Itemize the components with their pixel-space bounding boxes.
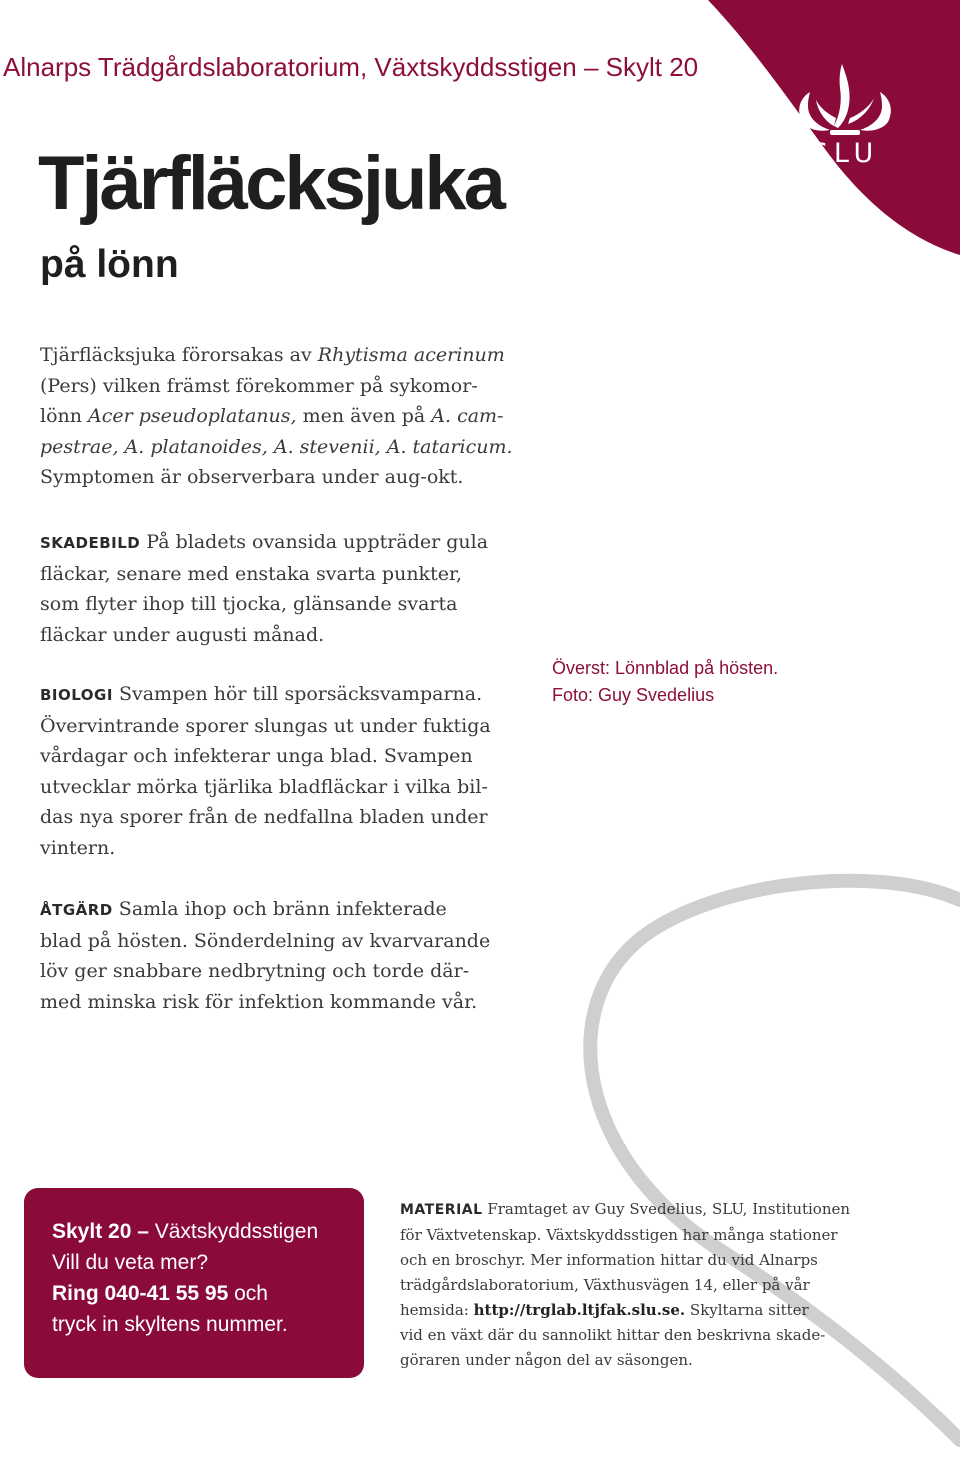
intro-line: Symptomen är observerbara under aug-okt. [40,466,464,488]
phone-number: Ring 040-41 55 95 [52,1282,229,1305]
logo-text: SLU [810,138,880,169]
atgard-paragraph: ÅTGÄRD Samla ihop och bränn infekterade blad på hösten. Sönderdelning av kvarvarande löv ger snabbare nedbrytning och torde där- med minska risk för infektion kommande vår. [40,898,491,1013]
intro-line: (Pers) vilken främst förekommer på sykomor- [40,374,478,397]
header-line: Alnarps Trädgårdslaboratorium, Växtskyddsstigen – Skylt 20 [3,52,699,82]
biologi-paragraph: BIOLOGI Svampen hör till sporsäcksvamparna. Övervintrande sporer slungas ut under fuktiga vårdagar och infekterar unga blad. Svampen utvecklar mörka tjärlika bladfläckar i vilka bil- das nya sporer från de nedfallna bladen under vintern. [40,683,491,859]
material-paragraph: MATERIAL Framtaget av Guy Svedelius, SLU, Institutionen för Växtvetenskap. Växtskyddsstigen har många stationer och en broschyr. Mer information hittar du vid Alnarps trädgårdslaboratorium, Växthusvägen 14, eller på vår hemsida: http://trglab.ltjfak.slu.se. Skyltarna sitter vid en växt där du sannolikt hittar den beskrivna skade- göraren under någon del av säsongen. [400,1200,851,1369]
page-title: Tjärfläcksjuka [38,141,503,226]
skadebild-label: SKADEBILD [40,534,141,552]
slu-logo [790,62,900,182]
website-link[interactable]: http://trglab.ltjfak.slu.se. [473,1301,686,1319]
slu-leaf-icon [790,62,900,137]
skadebild-paragraph: SKADEBILD På bladets ovansida uppträder gula fläckar, senare med enstaka svarta punkter, som flyter ihop till tjocka, glänsande svarta fläckar under augusti månad. [40,531,489,646]
biologi-label: BIOLOGI [40,686,113,704]
intro-line: lönn Acer pseudoplatanus, men även på A. cam- [40,405,504,427]
info-box: Skylt 20 – Växtskyddsstigen Vill du veta mer? Ring 040-41 55 95 och tryck in skyltens nummer. [24,1188,364,1378]
intro-paragraph [40,340,513,493]
atgard-label: ÅTGÄRD [40,901,113,919]
intro-line: Tjärfläcksjuka förorsakas av Rhytisma acerinum [40,344,505,366]
photo-caption: Överst: Lönnblad på hösten. Foto: Guy Svedelius [552,658,779,705]
intro-line: pestrae, A. platanoides, A. stevenii, A. tataricum. [40,435,513,458]
material-label: MATERIAL [400,1202,483,1218]
page-subtitle: på lönn [40,243,179,286]
